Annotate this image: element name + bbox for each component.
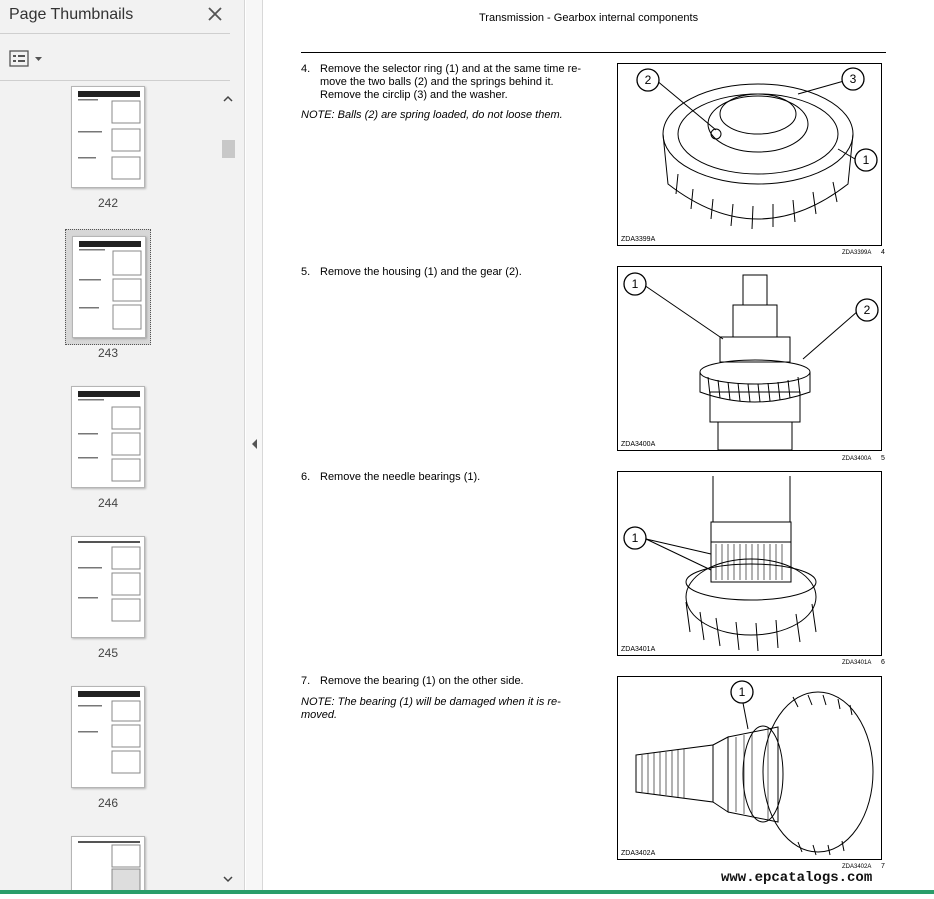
thumbnail-page-number: 246 [97,796,119,810]
page-thumbnail[interactable] [71,536,145,638]
figure-ref: ZDA3402A [842,864,872,870]
figure-number: 6 [881,659,885,666]
header-rule [301,52,886,53]
page-header: Transmission - Gearbox internal components [479,12,699,24]
figure-ref: ZDA3401A [842,660,872,666]
thumbnail-options-icon[interactable] [9,49,45,69]
thumbnail-list [0,82,220,894]
callout-label: 2 [644,73,652,87]
thumbnail-scrollbar[interactable] [220,82,236,894]
step-6-text: 6. Remove the needle bearings (1). [301,471,481,483]
document-page [264,0,934,894]
watermark: www.epcatalogs.com [721,870,873,886]
divider [0,33,230,34]
scrollbar-thumb[interactable] [222,140,235,158]
step-7-text: 7. Remove the bearing (1) on the other side. [301,675,524,687]
step-5-text: 5. Remove the housing (1) and the gear (2). [301,266,522,278]
thumbnail-page-number: 242 [97,196,119,210]
panel-title: Page Thumbnails [9,6,134,23]
figure-ref: ZDA3399A [842,250,872,256]
callout-label: 3 [849,72,857,86]
figure-ref: ZDA3400A [842,456,872,462]
thumbnail-page-number: 244 [97,496,119,510]
callout-label: 1 [862,153,870,167]
thumbnails-panel [0,0,245,894]
figure-id: ZDA3401A [621,646,656,653]
page-thumbnail[interactable] [71,686,145,788]
page-thumbnail[interactable] [72,236,146,338]
close-icon[interactable] [205,4,225,24]
page-thumbnail[interactable] [71,386,145,488]
callout-label: 1 [631,277,639,291]
page-thumbnail[interactable] [71,86,145,188]
divider [0,80,230,81]
figure-id: ZDA3402A [621,850,656,857]
callout-label: 2 [863,303,871,317]
figure-id: ZDA3400A [621,441,656,448]
step-7-note: NOTE: The bearing (1) will be damaged when it is re- moved. [301,696,561,721]
callout-label: 1 [738,685,746,699]
step-4-text: 4. Remove the selector ring (1) and at the same time re- move the two balls (2) and the springs behind it. Remove the circlip (3) and the washer. [301,63,582,101]
figure-number: 7 [881,863,885,870]
figure-zda3401a [617,471,882,656]
figure-zda3402a [617,676,882,860]
figure-id: ZDA3399A [621,236,656,243]
step-4-note: NOTE: Balls (2) are spring loaded, do not loose them. [301,109,563,121]
bottom-accent-bar [0,890,934,894]
panel-collapse-handle[interactable] [246,0,263,894]
figure-zda3400a [617,266,882,451]
figure-zda3399a [617,63,882,246]
thumbnail-page-number: 245 [97,646,119,660]
thumbnail-page-number: 243 [97,346,119,360]
figure-number: 4 [881,249,885,256]
figure-number: 5 [881,455,885,462]
callout-label: 1 [631,531,639,545]
page-thumbnail[interactable] [71,836,145,894]
